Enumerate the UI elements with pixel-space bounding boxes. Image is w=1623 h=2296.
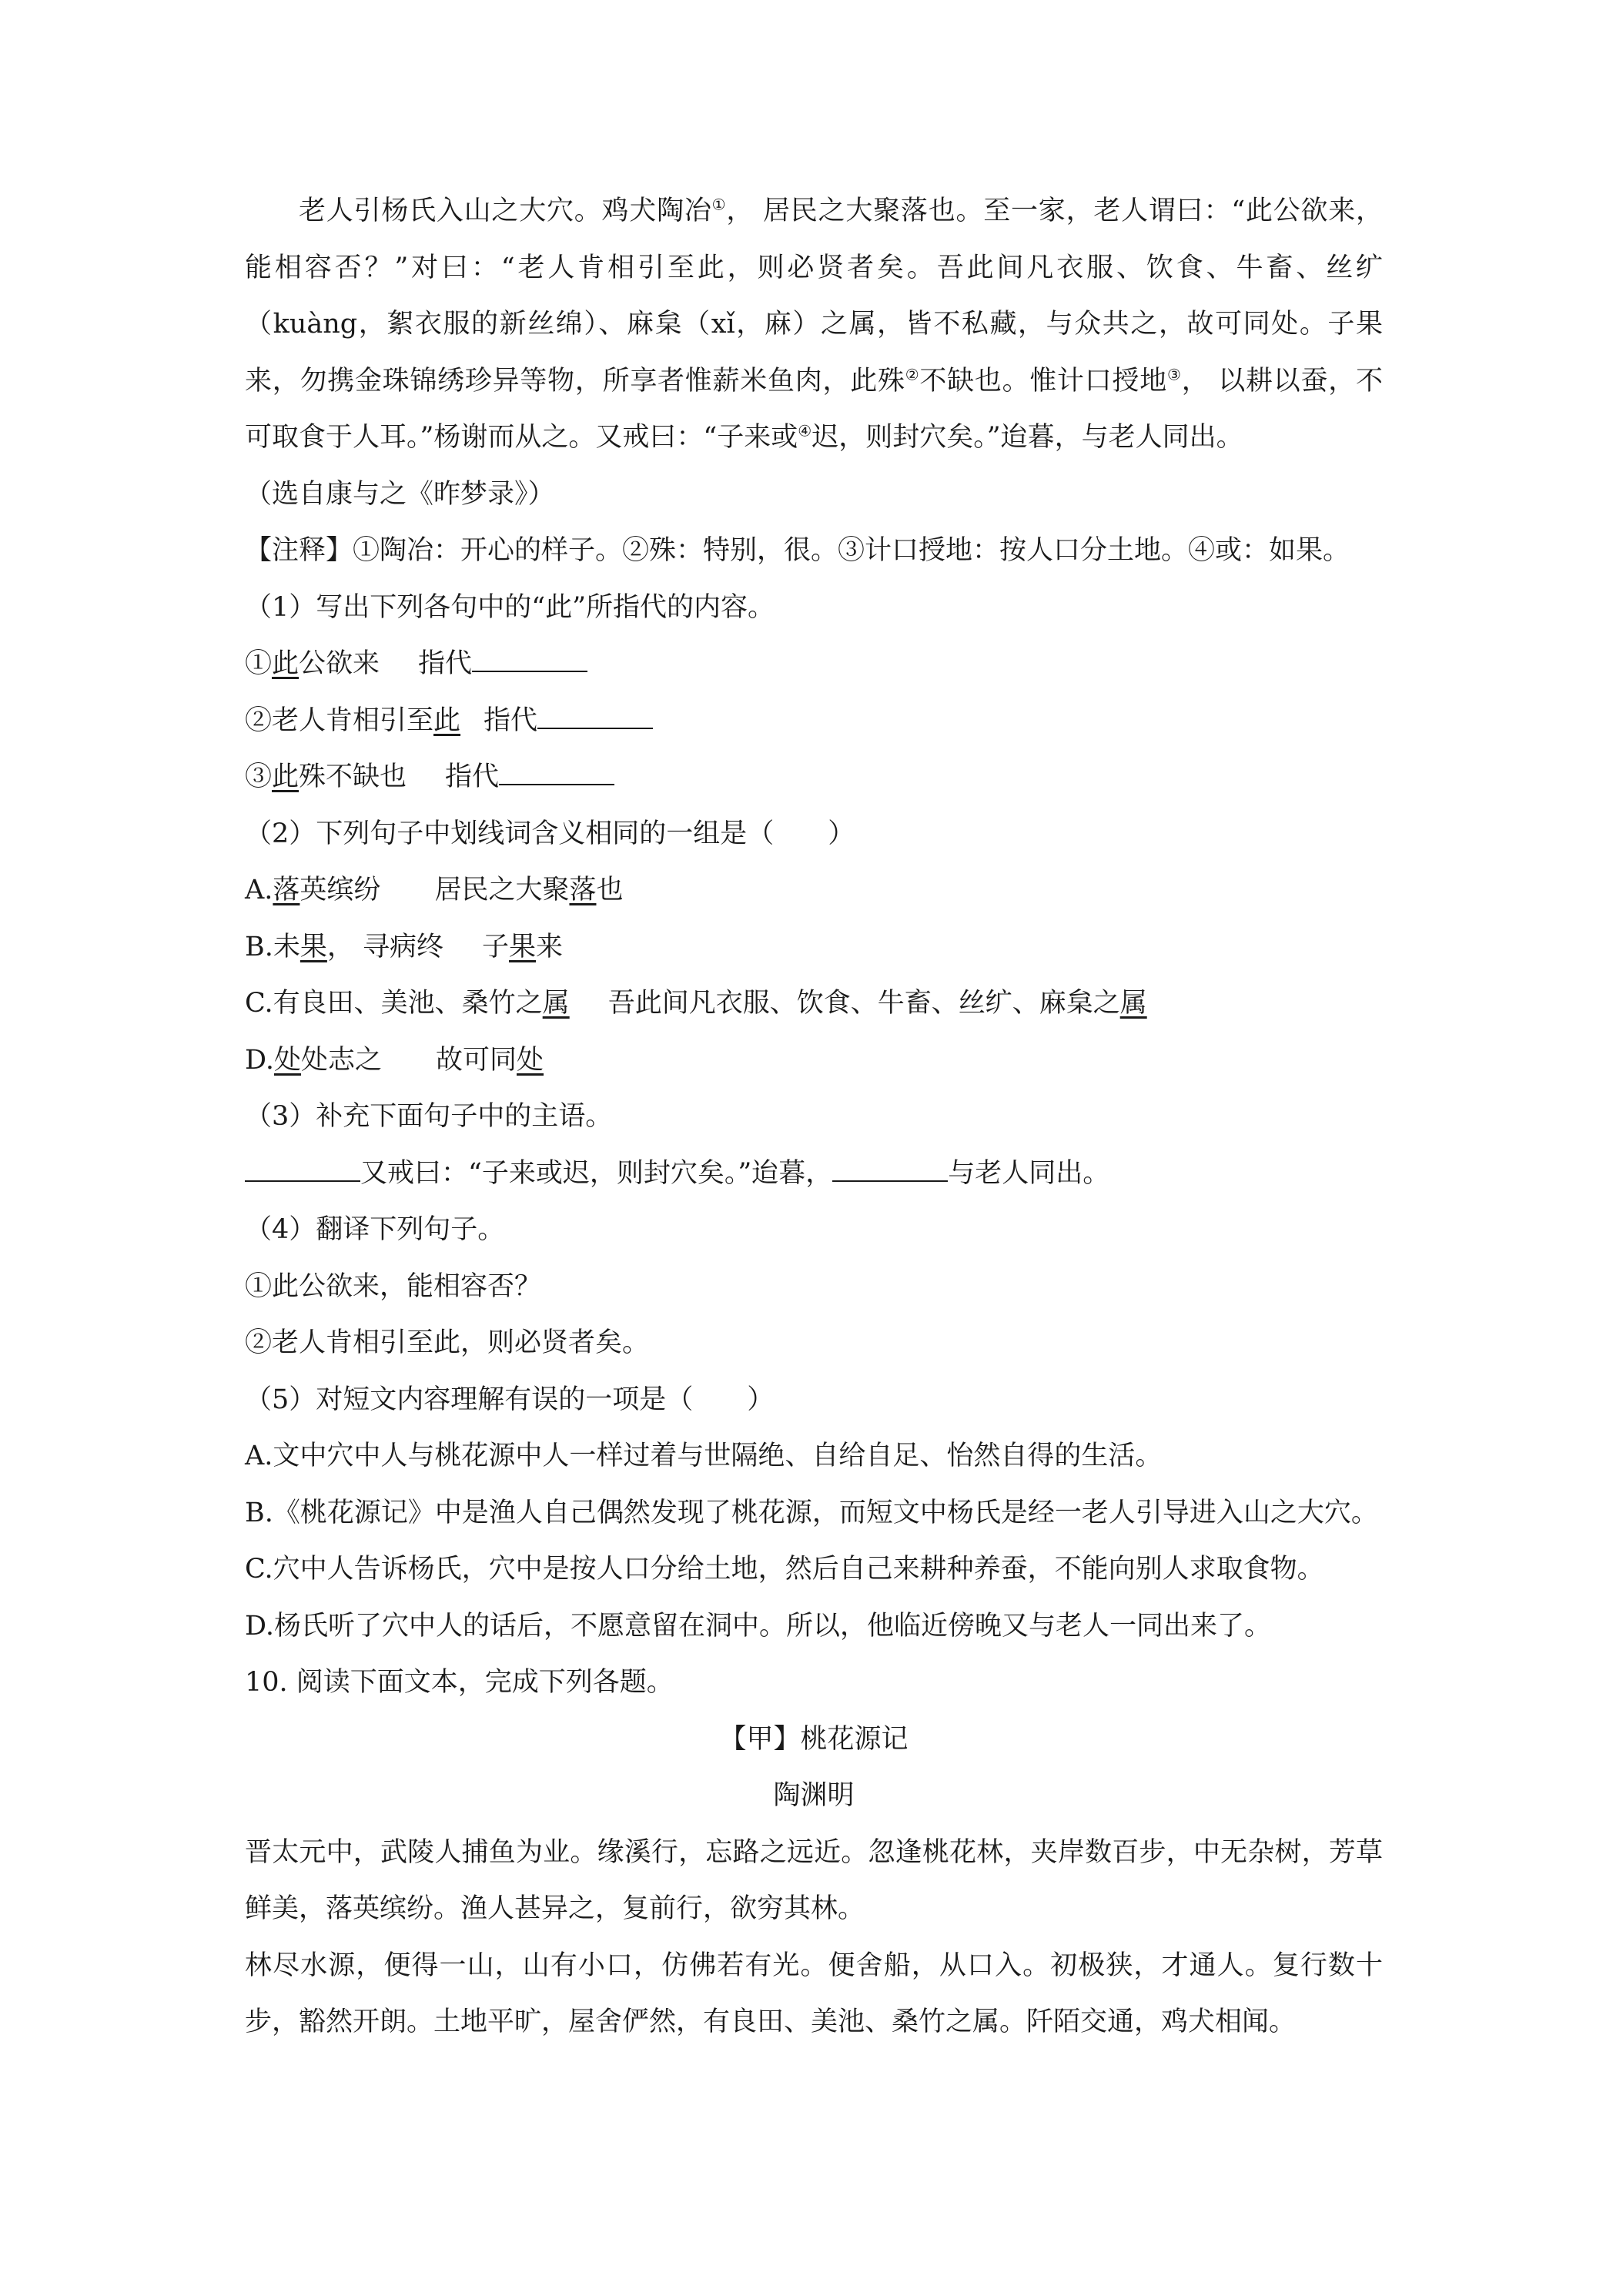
underlined-word: 属	[542, 988, 570, 1019]
text-author: 陶渊明	[773, 1780, 855, 1811]
text-heading: 【甲】桃花源记	[719, 1723, 909, 1755]
underlined-word: 处	[517, 1044, 544, 1076]
text-paragraph: 晋太元中，武陵人捕鱼为业。缘溪行，忘路之远近。忽逢桃花林，夹岸数百步，中无杂树，芳草鲜美，落英缤纷。渔人甚异之，复前行，欲穷其林。	[245, 1836, 1383, 1924]
footnote-mark: ④	[798, 421, 812, 440]
answer-blank[interactable]	[472, 648, 587, 672]
question-5-option-a[interactable]: A.文中穴中人与桃花源中人一样过着与世隔绝、自给自足、怡然自得的生活。	[245, 1441, 1163, 1471]
underlined-word: 落	[569, 875, 597, 905]
question-1-title: （1）写出下列各句中的“此”所指代的内容。	[245, 591, 775, 623]
underlined-word: 属	[1119, 988, 1147, 1019]
footnote-mark: ①	[711, 195, 727, 214]
document-page	[245, 183, 1383, 2051]
answer-blank[interactable]	[832, 1157, 948, 1182]
underlined-word: 果	[509, 931, 537, 962]
passage-source: （选自康与之《昨梦录》）	[245, 478, 555, 510]
question-5-option-c[interactable]: C.穴中人告诉杨氏，穴中是按人口分给土地，然后自己来耕种养蚕，不能向别人求取食物。	[245, 1554, 1324, 1585]
passage-paragraph	[245, 183, 1383, 467]
question-5-title: （5）对短文内容理解有误的一项是（ ）	[245, 1384, 775, 1415]
passage-text: 迟，则封穴矣。”迨暮，与老人同出。	[812, 422, 1243, 453]
annotation-notes: 【注释】①陶冶：开心的样子。②殊：特别，很。③计口授地：按人口分土地。④或：如果。	[245, 535, 1350, 566]
underlined-word: 此	[433, 705, 461, 736]
question-4-sentence: ①此公欲来，能相容否？	[245, 1270, 542, 1302]
answer-blank[interactable]	[245, 1157, 360, 1182]
question-4-title: （4）翻译下列句子。	[245, 1214, 505, 1245]
question-1-item: ②老人肯相引至此 指代	[245, 693, 1383, 750]
underlined-word: 落	[273, 875, 300, 905]
underlined-word: 处	[273, 1044, 301, 1076]
question-5-option-d[interactable]: D.杨氏听了穴中人的话后，不愿意留在洞中。所以，他临近傍晚又与老人一同出来了。	[245, 1610, 1271, 1642]
question-3-title: （3）补充下面句子中的主语。	[245, 1101, 613, 1132]
question-2-option-c[interactable]: C.有良田、美池、桑竹之属 吾此间凡衣服、饮食、牛畜、丝纩、麻枲之属	[245, 988, 1147, 1019]
footnote-mark: ②	[905, 364, 920, 383]
underlined-word: 此	[272, 648, 300, 679]
question-2-title: （2）下列句子中划线词含义相同的一组是（ ）	[245, 818, 855, 849]
footnote-mark: ③	[1167, 364, 1182, 383]
question-5-option-b[interactable]: B.《桃花源记》中是渔人自己偶然发现了桃花源，而短文中杨氏是经一老人引导进入山之大穴。	[245, 1497, 1378, 1528]
question-1-item: ①此公欲来 指代	[245, 636, 1383, 693]
answer-blank[interactable]	[499, 761, 614, 785]
answer-blank[interactable]	[537, 705, 653, 729]
passage-text: ， 居民之大聚落也。至一家，老人谓曰：“此公欲来，能相容否？”对曰：“老人肯相引至此，则必贤者矣。吾此间凡衣服、饮食、牛畜、丝纩（kuàng，絮衣服的新丝绵）、麻枲（xǐ，麻）之属，皆不私藏，与众共之，故可同处。子果来，勿携金珠锦绣珍异等物，所享者惟薪米鱼肉，此殊	[245, 196, 1383, 397]
text-paragraph: 林尽水源，便得一山，山有小口，仿佛若有光。便舍船，从口入。初极狭，才通人。复行数十步，豁然开朗。土地平旷，屋舍俨然，有良田、美池、桑竹之属。阡陌交通，鸡犬相闻。	[245, 1950, 1383, 2037]
question-2-option-b[interactable]: B.未果， 寻病终 子果来	[245, 931, 564, 962]
question-2-option-d[interactable]: D.处处志之 故可同处	[245, 1044, 544, 1076]
question-10-title: 10. 阅读下面文本，完成下列各题。	[245, 1667, 674, 1698]
passage-text: ， 以耕以蚕，不可取食于人耳。”杨谢而从之。又戒曰：“子来或	[245, 365, 1383, 453]
question-3-sentence: 又戒曰：“子来或迟，则封穴矣。”迨暮， 与老人同出。	[245, 1146, 1383, 1203]
underlined-word: 果	[300, 931, 327, 962]
question-2-option-a[interactable]: A.落英缤纷 居民之大聚落也	[245, 875, 624, 905]
question-4-sentence: ②老人肯相引至此，则必贤者矣。	[245, 1327, 650, 1358]
question-1-item: ③此殊不缺也 指代	[245, 749, 1383, 806]
passage-text: 不缺也。惟计口授地	[919, 365, 1168, 397]
passage-text: 老人引杨氏入山之大穴。鸡犬陶冶	[299, 196, 712, 226]
underlined-word: 此	[272, 761, 300, 792]
